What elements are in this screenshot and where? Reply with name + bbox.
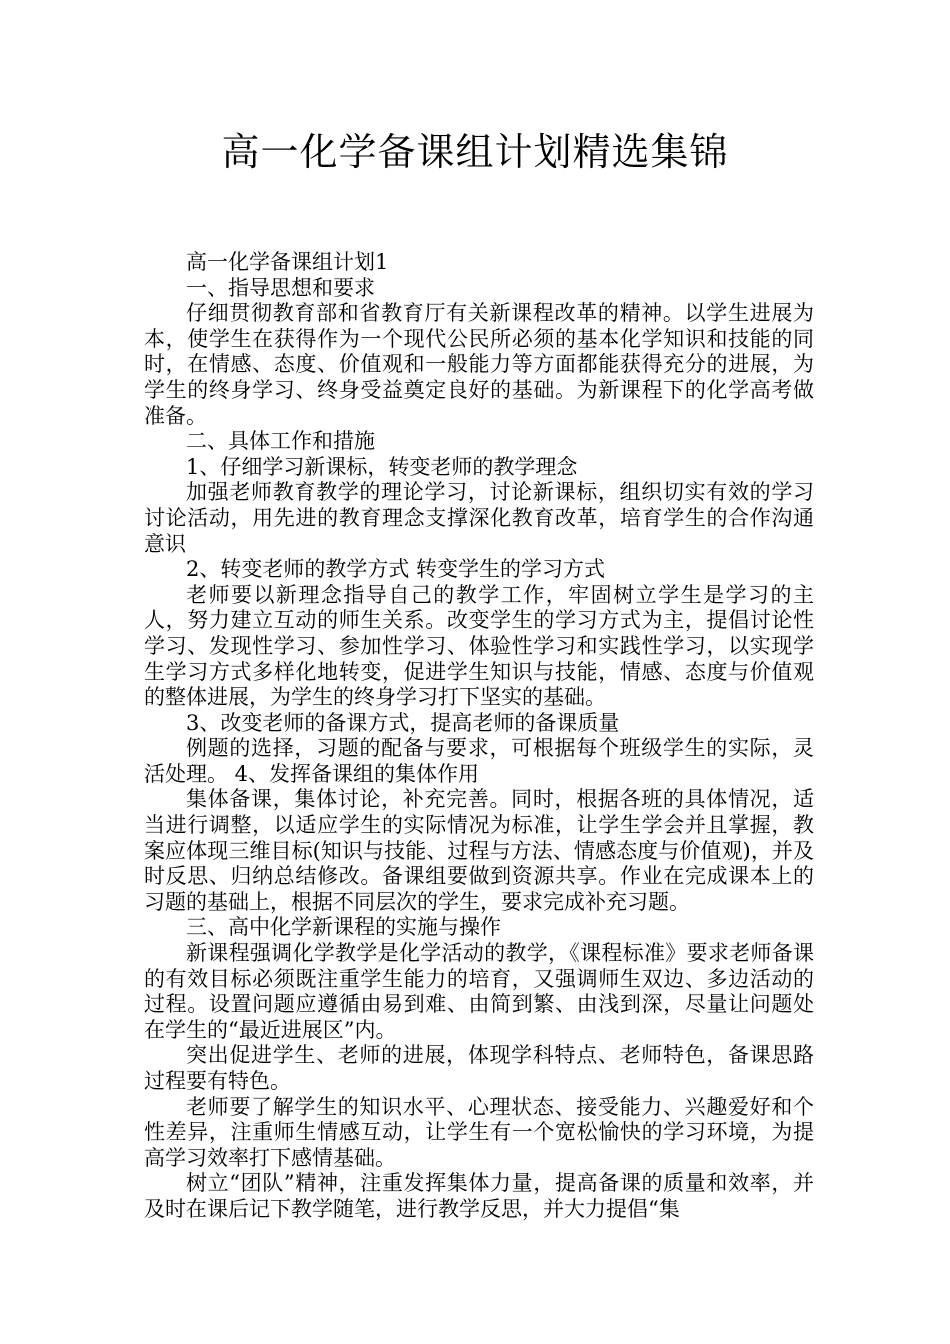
document-body [144,250,814,1223]
document-title: 高一化学备课组计划精选集锦 [221,130,729,174]
section-heading: 二、具体工作和措施 [186,429,375,454]
subsection-heading: 2、转变老师的教学方式 转变学生的学习方式 [186,557,606,582]
body-paragraph: 突出促进学生、老师的进展，体现学科特点、老师特色，备课思路过程要有特色。 [144,1043,814,1093]
body-paragraph: 树立“团队”精神，注重发挥集体力量，提高备课的质量和效率，并及时在课后记下教学随笔，进行教学反思，并大力提倡“集 [144,1171,814,1221]
body-paragraph: 仔细贯彻教育部和省教育厅有关新课程改革的精神。以学生进展为本，使学生在获得作为一个现代公民所必须的基本化学知识和技能的同时，在情感、态度、价值观和一般能力等方面都能获得充分的进展，为学生的终身学习、终身受益奠定良好的基础。为新课程下的化学高考做准备。 [144,301,814,428]
section-heading: 三、高中化学新课程的实施与操作 [186,915,501,940]
body-paragraph: 老师要了解学生的知识水平、心理状态、接受能力、兴趣爱好和个性差异，注重师生情感互动，让学生有一个宽松愉快的学习环境，为提高学习效率打下感情基础。 [144,1094,814,1170]
body-paragraph: 新课程强调化学教学是化学活动的教学，《课程标准》要求老师备课的有效目标必须既注重学生能力的培育，又强调师生双边、多边活动的过程。设置问题应遵循由易到难、由简到繁、由浅到深，尽量让问题处在学生的“最近进展区”内。 [144,941,814,1042]
body-paragraph: 例题的选择，习题的配备与要求，可根据每个班级学生的实际，灵活处理。 4、发挥备课组的集体作用 [144,736,814,786]
body-paragraph: 集体备课，集体讨论，补充完善。同时，根据各班的具体情况，适当进行调整，以适应学生的实际情况为标准，让学生学会并且掌握，教案应体现三维目标(知识与技能、过程与方法、情感态度与价值观)，并及时反思、归纳总结修改。备课组要做到资源共享。作业在完成课本上的习题的基础上，根据不同层次的学生，要求完成补充习题。 [144,787,814,914]
subsection-heading: 3、改变老师的备课方式，提高老师的备课质量 [186,710,620,735]
body-paragraph: 老师要以新理念指导自己的教学工作，牢固树立学生是学习的主人，努力建立互动的师生关系。改变学生的学习方式为主，提倡讨论性学习、发现性学习、参加性学习、体验性学习和实践性学习，以实现学生学习方式多样化地转变，促进学生知识与技能，情感、态度与价值观的整体进展，为学生的终身学习打下坚实的基础。 [144,582,814,710]
subsection-heading: 1、仔细学习新课标，转变老师的教学理念 [186,454,578,479]
section-heading: 一、指导思想和要求 [186,275,375,300]
plan-heading: 高一化学备课组计划1 [186,250,389,274]
body-paragraph: 加强老师教育教学的理论学习，讨论新课标，组织切实有效的学习讨论活动，用先进的教育理念支撑深化教育改革，培育学生的合作沟通意识 [144,480,814,556]
